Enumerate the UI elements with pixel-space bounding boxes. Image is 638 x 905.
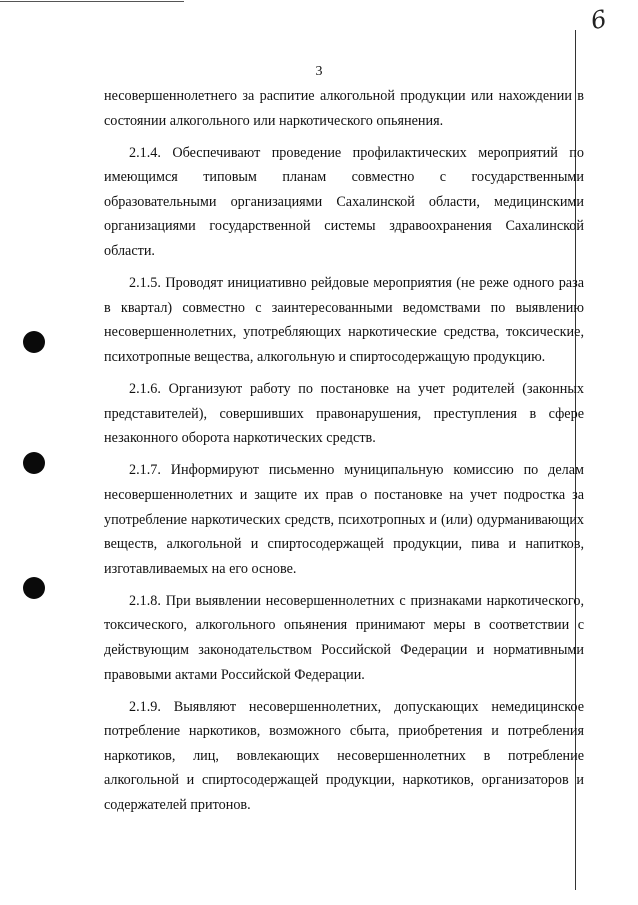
punch-hole-top <box>23 331 45 353</box>
paragraph-2-1-4: 2.1.4. Обеспечивают проведение профилактических мероприятий по имеющимся типовым планам совместно с государственными образовательными организациями Сахалинской области, медицинскими организациями государственной системы здравоохранения Сахалинской области. <box>104 144 584 260</box>
paragraph-2-1-9: 2.1.9. Выявляют несовершеннолетних, допускающих немедицинское потребление наркотиков, возможного сбыта, приобретения и потребления наркотиков, лиц, вовлекающих несовершеннолетних в потребление алкогольной и спиртосодержащей продукции, наркотиков, организаторов и содержателей притонов. <box>104 698 584 814</box>
paragraph-2-1-8: 2.1.8. При выявлении несовершеннолетних с признаками наркотического, токсического, алкогольного опьянения принимают меры в соответствии с действующим законодательством Российской Федерации и нормативными правовыми актами Российской Федерации. <box>104 592 584 683</box>
paragraph-2-1-6: 2.1.6. Организуют работу по постановке на учет родителей (законных представителей), совершивших правонарушения, преступления в сфере незаконного оборота наркотических средств. <box>104 381 584 447</box>
punch-hole-bottom <box>23 577 45 599</box>
handwritten-sheet-number: 6 <box>588 4 610 36</box>
top-edge-rule <box>0 1 184 2</box>
paragraph-continuation: несовершеннолетнего за распитие алкогольной продукции или нахождении в состоянии алкогольного или наркотического опьянения. <box>104 88 584 129</box>
document-body <box>104 84 584 825</box>
page-number: 3 <box>315 64 323 79</box>
paragraph-2-1-5: 2.1.5. Проводят инициативно рейдовые мероприятия (не реже одного раза в квартал) совместно с заинтересованными ведомствами по выявлению несовершеннолетних, употребляющих наркотические средства, токсические, психотропные вещества, алкогольную и спиртосодержащую продукцию. <box>104 275 584 365</box>
punch-hole-middle <box>23 452 45 474</box>
paragraph-2-1-7: 2.1.7. Информируют письменно муниципальную комиссию по делам несовершеннолетних и защите их прав о постановке на учет подростка за употребление наркотических средств, психотропных и (или) одурманивающих веществ, алкогольной и спиртосодержащей продукции, пива и напитков, изготавливаемых на его основе. <box>104 462 584 577</box>
